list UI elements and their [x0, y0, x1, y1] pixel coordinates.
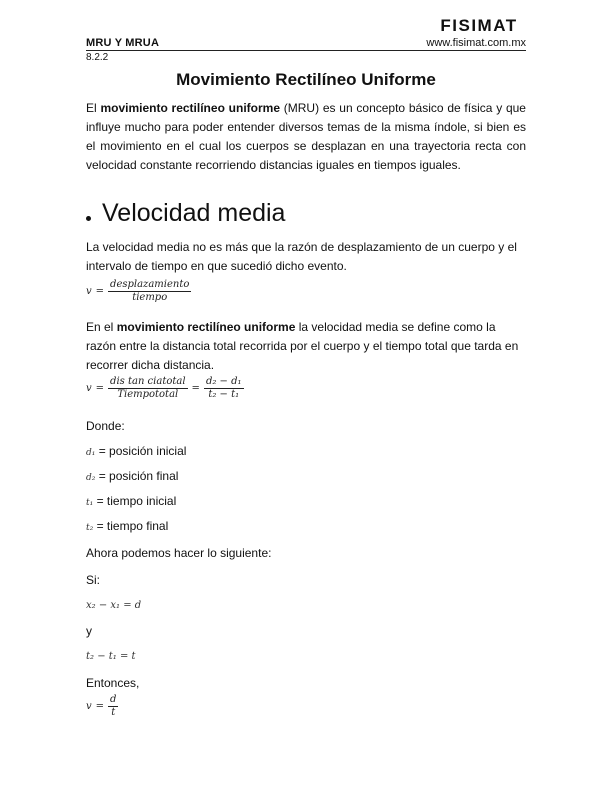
intro-text-1: El — [86, 101, 101, 115]
definition-item — [86, 468, 178, 486]
mru-bold: movimiento rectilíneo uniforme — [116, 320, 296, 334]
velocity-paragraph: La velocidad media no es más que la razón de desplazamiento de un cuerpo y el intervalo de tiempo en que sucedió dicho evento. — [86, 240, 517, 273]
intro-text-2: (MRU) es un concepto básico de física y que influye mucho para poder entender diversos temas de la misma índole, si bien es el movimiento en el cual los cuerpos se desplazan en una trayectoria recta con velocidad constante recorriendo distancias iguales en tiempos iguales. — [86, 101, 526, 172]
si-label: Si: — [86, 573, 101, 587]
fisimat-logo — [430, 16, 528, 34]
definition-item — [86, 443, 186, 461]
entonces-label: Entonces, — [86, 676, 140, 690]
definition-text: = tiempo final — [93, 519, 169, 533]
equation-time: t₂ − t₁ = t — [86, 651, 136, 662]
formula3-den: t — [111, 707, 116, 718]
formula-velocity-definition — [86, 279, 191, 304]
header-website[interactable]: www.fisimat.com.mx — [426, 37, 526, 49]
intro-paragraph — [86, 99, 526, 175]
definition-item — [86, 493, 176, 511]
mru-paragraph — [86, 318, 526, 375]
definition-text: = tiempo inicial — [93, 494, 177, 508]
definition-symbol: d₂ — [86, 473, 96, 483]
formula2-den2: t₂ − t₁ — [208, 389, 240, 400]
definition-symbol: t₂ — [86, 523, 94, 533]
formula3-lhs: v — [86, 701, 92, 712]
page-title: Movimiento Rectilíneo Uniforme — [176, 70, 436, 89]
definition-item — [86, 518, 168, 536]
formula1-lhs: v — [86, 286, 92, 297]
formula1-num: desplazamiento — [110, 279, 190, 290]
bullet-heading — [86, 198, 285, 228]
header-left: MRU Y MRUA — [86, 37, 160, 49]
formula1-fraction — [108, 279, 191, 304]
definition-symbol: t₁ — [86, 498, 94, 508]
definition-text: = posición inicial — [95, 444, 187, 458]
formula2-lhs: v — [86, 383, 92, 394]
formula2-eq1: = — [95, 383, 105, 394]
formula2-fraction1 — [108, 376, 188, 401]
ahora-text: Ahora podemos hacer lo siguiente: — [86, 546, 272, 560]
formula-mean-velocity — [86, 376, 244, 401]
bullet-icon — [86, 216, 91, 221]
formula2-den1: Tiempototal — [117, 389, 179, 400]
formula2-fraction2 — [204, 376, 244, 401]
mru-text-1: En el — [86, 320, 117, 334]
intro-bold: movimiento rectilíneo uniforme — [100, 101, 280, 115]
formula3-num: d — [110, 694, 117, 705]
formula1-den: tiempo — [132, 292, 168, 303]
equation-distance: x₂ − x₁ = d — [86, 600, 142, 611]
bullet-heading-text: Velocidad media — [102, 199, 286, 227]
definition-symbol: d₁ — [86, 448, 96, 458]
section-number: 8.2.2 — [86, 52, 109, 63]
mru-text-2: la velocidad media se define como la razón entre la distancia total recorrida por el cuerpo y el tiempo total que tarda en recorrer dicha distancia. — [86, 320, 519, 372]
formula1-eq: = — [95, 286, 105, 297]
formula2-eq2: = — [191, 383, 200, 394]
donde-label: Donde: — [86, 419, 125, 433]
y-conjunction: y — [86, 624, 92, 638]
header-divider — [86, 50, 526, 51]
definition-text: = posición final — [95, 469, 179, 483]
logo-text: FISIMAT — [440, 16, 518, 34]
formula2-num2: d₂ − d₁ — [205, 376, 242, 387]
formula2-num1: dis tan ciatotal — [110, 376, 186, 387]
formula3-eq: = — [95, 701, 105, 712]
formula-velocity-result — [86, 694, 118, 719]
formula3-fraction — [108, 694, 118, 719]
